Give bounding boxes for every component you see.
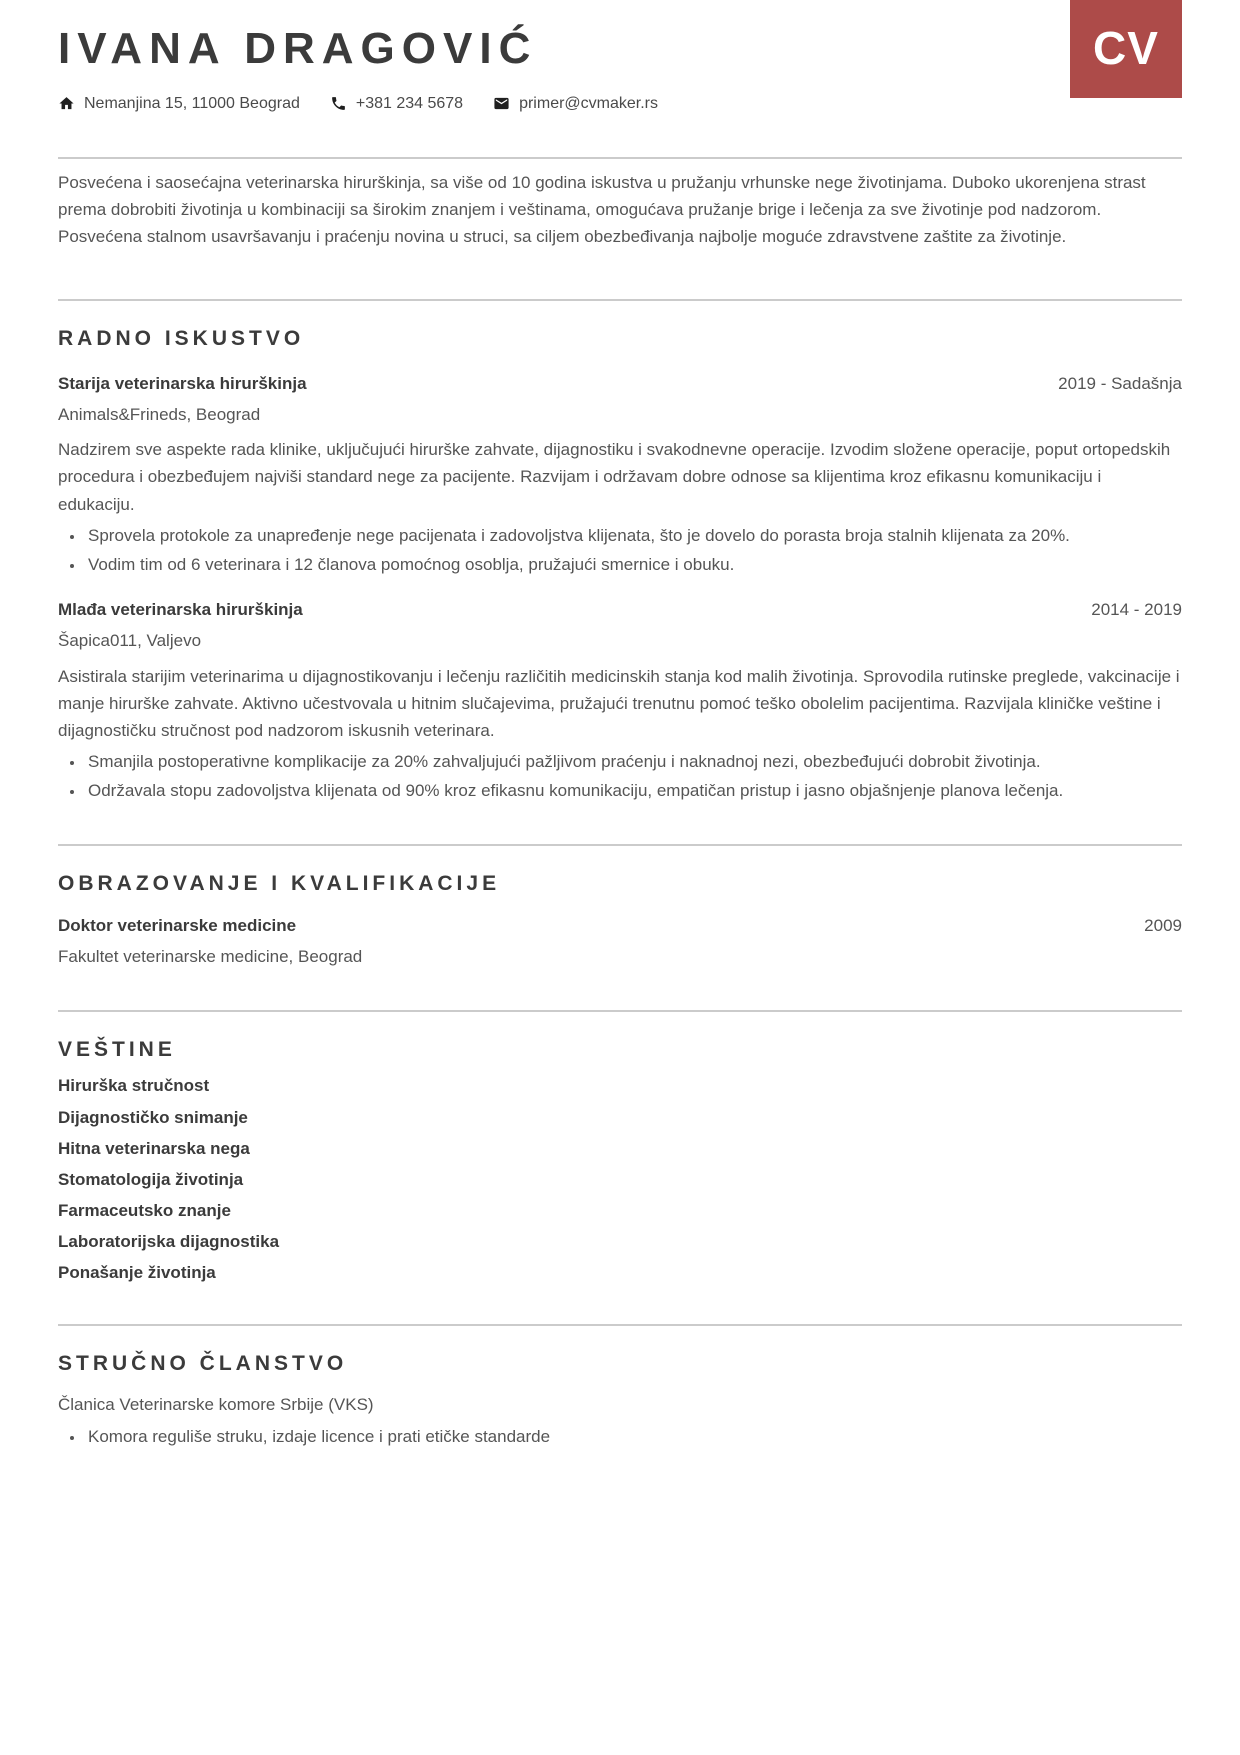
section-title-education: OBRAZOVANJE I KVALIFIKACIJE — [58, 872, 501, 896]
section-membership — [58, 1350, 1182, 1450]
contact-address — [58, 93, 300, 115]
skill-item: Hitna veterinarska nega — [58, 1138, 250, 1158]
divider — [58, 1324, 1182, 1326]
email-icon — [493, 95, 510, 112]
job-entry-head — [58, 596, 1182, 623]
job-bullet: • Smanjila postoperativne komplikacije za 20% zahvaljujući pažljivom praćenju i naknadnoj nezi, obezbeđujući dobrobit životinja. — [85, 748, 1182, 775]
job-description: Nadzirem sve aspekte rada klinike, uključujući hirurške zahvate, dijagnostiku i svakodnevne operacije. Izvodim složene operacije, poput ortopedskih procedura i obezbeđujem najviši standard nege za pacijente. Razvijam i održavam dobre odnose sa klijentima kroz efikasnu komunikaciju i edukaciju. — [58, 440, 1171, 514]
education-entry — [58, 912, 1182, 970]
job-company: Šapica011, Valjevo — [58, 631, 202, 651]
home-icon — [58, 95, 75, 112]
person-name: IVANA DRAGOVIĆ — [58, 24, 538, 73]
skill-item: Laboratorijska dijagnostika — [58, 1231, 280, 1251]
header — [58, 24, 1182, 115]
skill-item: Ponašanje životinja — [58, 1263, 216, 1282]
job-title: Mlađa veterinarska hirurškinja — [58, 600, 303, 620]
job-entry — [58, 370, 1182, 578]
skill-item: Dijagnostičko snimanje — [58, 1107, 248, 1127]
divider — [58, 1010, 1182, 1012]
section-title-membership: STRUČNO ČLANSTVO — [58, 1352, 348, 1376]
phone-icon — [330, 95, 347, 112]
education-degree: Doktor veterinarske medicine — [58, 915, 297, 935]
contact-email — [493, 93, 658, 115]
education-entry-head — [58, 912, 1182, 939]
job-bullet-list — [58, 522, 1182, 578]
skill-item: Hirurška stručnost — [58, 1076, 210, 1096]
contact-email-text: primer@cvmaker.rs — [519, 94, 658, 112]
cv-logo-badge: CV — [1070, 0, 1182, 98]
education-school: Fakultet veterinarske medicine, Beograd — [58, 946, 363, 966]
summary-paragraph: Posvećena i saosećajna veterinarska hirurškinja, sa više od 10 godina iskustva u pružanju vrhunske nege životinjama. Duboko ukorenjena strast prema dobrobiti životinja u kombinaciji sa širokim znanjem i veštinama, omogućava pružanje brige i lečenja za sve životinje pod nadzorom. Posvećena stalnom usavršavanju i praćenju novina u struci, sa ciljem obezbeđivanja najbolje moguće zdravstvene zaštite za životinje. — [58, 172, 1146, 247]
job-bullet: • Održavala stopu zadovoljstva klijenata od 90% kroz efikasnu komunikaciju, empatičan pristup i jasno objašnjenje planova lečenja. — [85, 777, 1182, 804]
section-education — [58, 870, 1182, 970]
education-date: 2009 — [1144, 915, 1182, 935]
job-bullet-list — [58, 748, 1182, 804]
job-title: Starija veterinarska hirurškinja — [58, 373, 307, 393]
section-title-experience: RADNO ISKUSTVO — [58, 326, 305, 350]
contact-address-text: Nemanjina 15, 11000 Beograd — [84, 94, 300, 112]
divider — [58, 157, 1182, 159]
divider — [58, 844, 1182, 846]
job-bullet: • Vodim tim od 6 veterinara i 12 članova pomoćnog osoblja, pružajući smernice i obuku. — [85, 551, 1182, 578]
section-title-skills: VEŠTINE — [58, 1038, 176, 1062]
skills-list — [58, 1075, 1182, 1284]
job-description: Asistirala starijim veterinarima u dijagnostikovanju i lečenju različitih medicinskih stanja kod malih životinja. Sprovodila rutinske preglede, vakcinacije i manje hirurške zahvate. Aktivno učestvovala u hitnim slučajevima, pružajući trenutnu pomoć teško obolelim pacijentima. Razvijala kliničke veštine i dijagnostičku stručnost pod nadzorom iskusnih veterinara. — [58, 666, 1180, 740]
contact-phone — [330, 93, 463, 115]
skill-item: Farmaceutsko znanje — [58, 1200, 231, 1220]
job-date: 2014 - 2019 — [1091, 600, 1182, 620]
skill-item: Stomatologija životinja — [58, 1169, 244, 1189]
membership-bullet-list — [58, 1423, 1182, 1450]
job-date: 2019 - Sadašnja — [1058, 373, 1182, 393]
contact-row — [58, 93, 1182, 115]
section-skills — [58, 1036, 1182, 1284]
job-entry-head — [58, 370, 1182, 397]
section-experience — [58, 325, 1182, 805]
membership-bullet: • Komora reguliše struku, izdaje licence i prati etičke standarde — [85, 1423, 1182, 1450]
contact-phone-text: +381 234 5678 — [355, 94, 464, 112]
job-entry — [58, 596, 1182, 804]
job-bullet: • Sprovela protokole za unapređenje nege pacijenata i zadovoljstva klijenata, što je dovelo do porasta broja stalnih klijenata za 20%. — [85, 522, 1182, 549]
job-company: Animals&Frineds, Beograd — [58, 405, 261, 425]
divider — [58, 299, 1182, 301]
membership-entry: Članica Veterinarske komore Srbije (VKS) — [58, 1395, 374, 1415]
